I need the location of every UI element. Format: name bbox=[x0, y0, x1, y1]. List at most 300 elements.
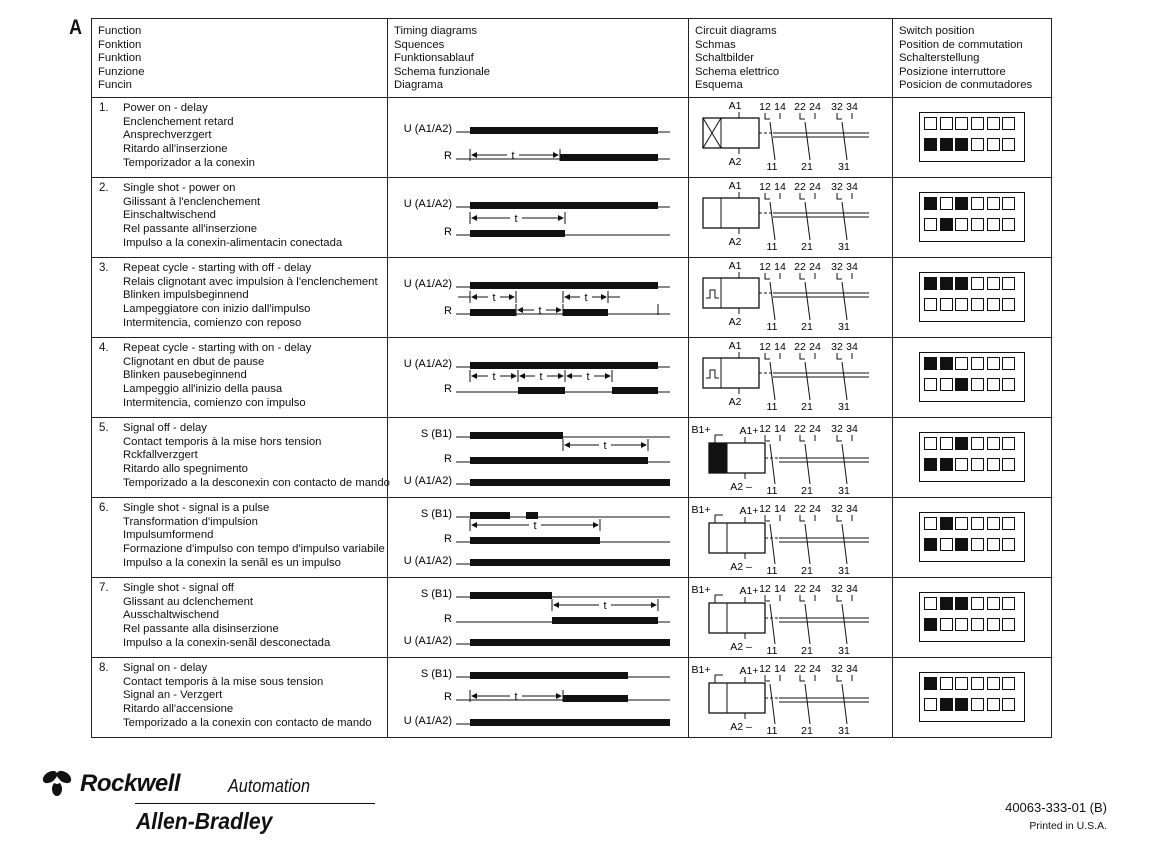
switch-square-empty bbox=[971, 138, 984, 151]
circuit-label-c12: 12 bbox=[759, 503, 771, 515]
function-description-line: Intermitencia, comienzo con impulso bbox=[123, 396, 306, 409]
switch-square-empty bbox=[971, 677, 984, 690]
contact-blade bbox=[770, 524, 775, 564]
contact-nc bbox=[837, 435, 842, 441]
circuit-label-c22: 22 bbox=[794, 341, 806, 353]
circuit-label-c31: 31 bbox=[838, 485, 850, 497]
circuit-label-c32: 32 bbox=[831, 503, 843, 515]
header-function-line: Fonktion bbox=[98, 38, 142, 51]
switch-square-filled bbox=[955, 597, 968, 610]
contact-blade bbox=[842, 684, 847, 724]
function-row bbox=[92, 338, 1052, 418]
circuit-label-c21: 21 bbox=[801, 321, 813, 333]
circuit-label-c24: 24 bbox=[809, 261, 821, 273]
header-function-line: Funzione bbox=[98, 65, 145, 78]
contact-nc bbox=[800, 515, 805, 521]
function-row bbox=[92, 98, 1052, 178]
function-description-line: Impulso a la conexin-senãl desconectada bbox=[123, 636, 331, 649]
circuit-label-c32: 32 bbox=[831, 663, 843, 675]
function-description-line: Intermitencia, comienzo con reposo bbox=[123, 316, 302, 329]
switch-square-empty bbox=[955, 458, 968, 471]
circuit-label-c22: 22 bbox=[794, 101, 806, 113]
circuit-label-c24: 24 bbox=[809, 583, 821, 595]
circuit-label-b1plus: B1+ bbox=[691, 504, 711, 516]
circuit-label-c14: 14 bbox=[774, 583, 786, 595]
circuit-label-c32: 32 bbox=[831, 423, 843, 435]
circuit-label-c11: 11 bbox=[766, 485, 778, 497]
switch-position-grid bbox=[919, 192, 1025, 242]
arrowhead-icon bbox=[605, 373, 611, 379]
header-circuit-line: Schema elettrico bbox=[695, 65, 780, 78]
timing-label: R bbox=[444, 383, 452, 395]
timing-label: U (A1/A2) bbox=[403, 198, 452, 210]
timing-diagram bbox=[388, 578, 688, 657]
function-description-line: Einschaltwischend bbox=[123, 209, 216, 222]
function-description-line: Formazione d'impulso con tempo d'impulso variabile bbox=[123, 543, 385, 556]
function-cell bbox=[92, 338, 388, 418]
function-cell bbox=[92, 498, 388, 578]
switch-square-empty bbox=[987, 117, 1000, 130]
circuit-diagram bbox=[689, 258, 892, 337]
function-table bbox=[91, 18, 1052, 738]
header-function-line: Funktion bbox=[98, 52, 142, 65]
circuit-label-c31: 31 bbox=[838, 565, 850, 577]
function-description-line: Relais clignotant avec impulsion à l'enclenchement bbox=[123, 275, 378, 288]
switch-square-empty bbox=[971, 218, 984, 231]
switch-square-empty bbox=[1002, 517, 1015, 530]
timing-pulse bbox=[560, 154, 658, 161]
circuit-diagram-cell bbox=[689, 338, 893, 418]
contact-blade bbox=[770, 684, 775, 724]
circuit-label-c14: 14 bbox=[774, 503, 786, 515]
timing-t-label: t bbox=[511, 150, 515, 162]
switch-position-cell bbox=[893, 178, 1052, 258]
timing-diagram bbox=[388, 338, 688, 417]
timing-t-label: t bbox=[603, 440, 607, 452]
switch-square-empty bbox=[971, 698, 984, 711]
switch-square-empty bbox=[987, 138, 1000, 151]
function-description-line: Single shot - power on bbox=[123, 182, 236, 194]
circuit-label-c12: 12 bbox=[759, 261, 771, 273]
switch-square-empty bbox=[955, 618, 968, 631]
switch-row bbox=[924, 197, 1021, 214]
timing-pulse bbox=[470, 202, 658, 209]
function-description-line: Single shot - signal off bbox=[123, 582, 234, 594]
circuit-label-c31: 31 bbox=[838, 321, 850, 333]
circuit-label-a2: A2 bbox=[728, 396, 742, 408]
switch-square-empty bbox=[940, 677, 953, 690]
timing-pulse bbox=[470, 537, 600, 544]
header-circuit bbox=[689, 19, 893, 98]
contact-nc bbox=[800, 193, 805, 199]
switch-square-filled bbox=[940, 357, 953, 370]
circuit-label-c12: 12 bbox=[759, 341, 771, 353]
circuit-label-a1: A1 bbox=[728, 260, 742, 272]
timing-t-label: t bbox=[492, 292, 496, 304]
switch-square-empty bbox=[971, 277, 984, 290]
switch-row bbox=[924, 618, 1021, 635]
circuit-label-a2: A2 bbox=[728, 156, 742, 168]
contact-nc bbox=[800, 435, 805, 441]
arrowhead-icon bbox=[564, 294, 570, 300]
contact-blade bbox=[842, 524, 847, 564]
function-description-line: Enclenchement retard bbox=[123, 115, 234, 128]
circuit-label-c31: 31 bbox=[838, 241, 850, 253]
contact-nc bbox=[765, 435, 770, 441]
circuit-label-b1plus: B1+ bbox=[691, 584, 711, 596]
circuit-label-a1plus: A1+ bbox=[739, 505, 759, 517]
circuit-label-c22: 22 bbox=[794, 261, 806, 273]
document-number: 40063-333-01 (B) bbox=[1005, 800, 1107, 815]
circuit-label-a2: A2 bbox=[728, 236, 742, 248]
switch-square-empty bbox=[971, 197, 984, 210]
switch-square-empty bbox=[1002, 357, 1015, 370]
timing-label: S (B1) bbox=[420, 508, 452, 520]
header-circuit-line: Esquema bbox=[695, 79, 743, 92]
contact-nc bbox=[800, 353, 805, 359]
arrowhead-icon bbox=[651, 602, 657, 608]
circuit-diagram-cell bbox=[689, 178, 893, 258]
function-row bbox=[92, 658, 1052, 738]
circuit-diagram bbox=[689, 178, 892, 257]
circuit-diagram-cell bbox=[689, 578, 893, 658]
switch-square-empty bbox=[1002, 138, 1015, 151]
function-description-line: Contact temporis à la mise hors tension bbox=[123, 435, 322, 448]
timing-pulse bbox=[470, 230, 565, 237]
circuit-label-c22: 22 bbox=[794, 663, 806, 675]
timing-t-label: t bbox=[586, 371, 590, 383]
timing-diagram-cell bbox=[388, 418, 689, 498]
function-cell bbox=[92, 418, 388, 498]
function-description-line: Gilissant à l'enclenchement bbox=[123, 195, 261, 208]
switch-row bbox=[924, 357, 1021, 374]
switch-square-empty bbox=[1002, 277, 1015, 290]
contact-nc bbox=[837, 113, 842, 119]
timing-diagram-cell bbox=[388, 258, 689, 338]
switch-square-filled bbox=[940, 277, 953, 290]
relay-coil bbox=[703, 278, 759, 308]
switch-square-empty bbox=[987, 458, 1000, 471]
arrowhead-icon bbox=[558, 373, 564, 379]
circuit-label-c21: 21 bbox=[801, 485, 813, 497]
switch-position-grid bbox=[919, 352, 1025, 402]
arrowhead-icon bbox=[519, 373, 525, 379]
arrowhead-icon bbox=[517, 307, 523, 313]
switch-position-cell bbox=[893, 418, 1052, 498]
circuit-diagram bbox=[689, 578, 892, 657]
switch-square-empty bbox=[940, 378, 953, 391]
switch-row bbox=[924, 437, 1021, 454]
function-description-line: Ritardo all'inserzione bbox=[123, 143, 228, 156]
switch-square-empty bbox=[971, 357, 984, 370]
circuit-label-a2: A2 bbox=[728, 316, 742, 328]
b1-terminal bbox=[715, 595, 723, 603]
switch-square-filled bbox=[940, 218, 953, 231]
circuit-label-c31: 31 bbox=[838, 645, 850, 657]
relay-coil bbox=[709, 523, 765, 553]
switch-position-grid bbox=[919, 112, 1025, 162]
section-letter: A bbox=[69, 16, 83, 39]
timing-t-label: t bbox=[603, 600, 607, 612]
relay-coil bbox=[703, 118, 759, 148]
circuit-label-c34: 34 bbox=[846, 583, 858, 595]
circuit-label-c21: 21 bbox=[801, 241, 813, 253]
switch-square-filled bbox=[924, 538, 937, 551]
arrowhead-icon bbox=[641, 442, 647, 448]
switch-square-empty bbox=[987, 437, 1000, 450]
circuit-label-c12: 12 bbox=[759, 101, 771, 113]
timing-pulse bbox=[470, 127, 658, 134]
function-description-line: Single shot - signal is a pulse bbox=[123, 502, 270, 514]
switch-position-cell bbox=[893, 498, 1052, 578]
switch-square-empty bbox=[924, 298, 937, 311]
switch-row bbox=[924, 538, 1021, 555]
contact-nc bbox=[765, 595, 770, 601]
switch-square-empty bbox=[1002, 117, 1015, 130]
contact-blade bbox=[842, 362, 847, 400]
circuit-label-c34: 34 bbox=[846, 423, 858, 435]
switch-position-cell bbox=[893, 98, 1052, 178]
switch-square-empty bbox=[955, 677, 968, 690]
switch-square-empty bbox=[987, 197, 1000, 210]
timing-diagram-cell bbox=[388, 498, 689, 578]
circuit-label-c32: 32 bbox=[831, 341, 843, 353]
contact-blade bbox=[842, 202, 847, 240]
timing-diagram bbox=[388, 658, 688, 737]
timing-pulse bbox=[470, 457, 648, 464]
arrowhead-icon bbox=[511, 373, 517, 379]
contact-nc bbox=[837, 595, 842, 601]
switch-position-cell bbox=[893, 258, 1052, 338]
switch-square-empty bbox=[971, 298, 984, 311]
contact-blade bbox=[842, 122, 847, 160]
relay-coil bbox=[703, 198, 759, 228]
switch-position-grid bbox=[919, 432, 1025, 482]
function-description-line: Ansprechverzgert bbox=[123, 129, 212, 142]
timing-label: U (A1/A2) bbox=[403, 358, 452, 370]
header-timing-line: Schema funzionale bbox=[394, 65, 491, 78]
timing-label: R bbox=[444, 453, 452, 465]
switch-square-empty bbox=[924, 597, 937, 610]
timing-diagram-cell bbox=[388, 178, 689, 258]
header-function-line: Funcin bbox=[98, 79, 132, 92]
contact-blade bbox=[805, 604, 810, 644]
circuit-label-c31: 31 bbox=[838, 401, 850, 413]
function-description-line: Temporizado a la desconexin con contacto de mando bbox=[123, 476, 390, 489]
function-description-line: Glissant au dclenchement bbox=[123, 595, 253, 608]
function-description-line: Contact temporis à la mise sous tension bbox=[123, 675, 324, 688]
circuit-label-c34: 34 bbox=[846, 261, 858, 273]
timing-label: U (A1/A2) bbox=[403, 278, 452, 290]
function-description-line: Signal off - delay bbox=[123, 422, 207, 434]
circuit-label-c11: 11 bbox=[766, 565, 778, 577]
switch-square-filled bbox=[955, 538, 968, 551]
contact-blade bbox=[805, 202, 810, 240]
timing-t-label: t bbox=[584, 292, 588, 304]
switch-square-empty bbox=[971, 517, 984, 530]
switch-square-empty bbox=[1002, 437, 1015, 450]
circuit-label-c14: 14 bbox=[774, 341, 786, 353]
header-switch-line: Schalterstellung bbox=[899, 52, 980, 65]
timing-pulse bbox=[470, 592, 552, 599]
switch-square-filled bbox=[940, 597, 953, 610]
switch-square-empty bbox=[940, 197, 953, 210]
arrowhead-icon bbox=[564, 442, 570, 448]
function-description-line: Rel passante all'inserzione bbox=[123, 223, 258, 236]
function-description-line: Repeat cycle - starting with on - delay bbox=[123, 342, 312, 354]
switch-row bbox=[924, 218, 1021, 235]
switch-square-empty bbox=[987, 298, 1000, 311]
circuit-label-a1: A1 bbox=[728, 100, 742, 112]
switch-square-empty bbox=[1002, 218, 1015, 231]
switch-square-empty bbox=[987, 597, 1000, 610]
contact-nc bbox=[837, 515, 842, 521]
timing-label: S (B1) bbox=[420, 668, 452, 680]
function-description-line: Ritardo all'accensione bbox=[123, 703, 234, 716]
timing-diagram-cell bbox=[388, 98, 689, 178]
header-circuit-line: Circuit diagrams bbox=[695, 25, 777, 37]
function-cell bbox=[92, 578, 388, 658]
function-number: 1. bbox=[99, 102, 109, 114]
timing-diagram bbox=[388, 178, 688, 257]
timing-label: R bbox=[444, 533, 452, 545]
brand-name: Rockwell bbox=[80, 770, 181, 797]
circuit-label-c24: 24 bbox=[809, 503, 821, 515]
switch-square-filled bbox=[924, 677, 937, 690]
timing-diagram-cell bbox=[388, 658, 689, 738]
header-function bbox=[92, 19, 388, 98]
switch-square-empty bbox=[940, 298, 953, 311]
contact-nc bbox=[765, 193, 770, 199]
arrowhead-icon bbox=[556, 307, 562, 313]
circuit-label-a1plus: A1+ bbox=[739, 425, 759, 437]
switch-square-empty bbox=[1002, 378, 1015, 391]
switch-square-empty bbox=[987, 357, 1000, 370]
switch-row bbox=[924, 677, 1021, 694]
timing-label: U (A1/A2) bbox=[403, 715, 452, 727]
circuit-label-c14: 14 bbox=[774, 181, 786, 193]
contact-blade bbox=[805, 684, 810, 724]
switch-position-cell bbox=[893, 658, 1052, 738]
switch-square-empty bbox=[987, 698, 1000, 711]
function-description-line: Impulso a la conexin-alimentacin conectada bbox=[123, 236, 343, 249]
circuit-label-c24: 24 bbox=[809, 423, 821, 435]
contact-blade bbox=[805, 362, 810, 400]
circuit-label-a2minus: A2 – bbox=[730, 641, 752, 653]
function-number: 3. bbox=[99, 262, 109, 274]
relay-coil bbox=[709, 683, 765, 713]
switch-square-empty bbox=[955, 117, 968, 130]
header-timing-line: Squences bbox=[394, 38, 445, 51]
contact-nc bbox=[800, 113, 805, 119]
arrowhead-icon bbox=[593, 522, 599, 528]
timing-diagram bbox=[388, 258, 688, 337]
timing-label: U (A1/A2) bbox=[403, 475, 452, 487]
switch-square-empty bbox=[971, 597, 984, 610]
timing-diagram bbox=[388, 498, 688, 577]
switch-square-filled bbox=[955, 378, 968, 391]
switch-square-empty bbox=[1002, 677, 1015, 690]
circuit-label-c32: 32 bbox=[831, 181, 843, 193]
circuit-label-c12: 12 bbox=[759, 583, 771, 595]
switch-square-empty bbox=[1002, 618, 1015, 631]
function-number: 4. bbox=[99, 342, 109, 354]
function-description-line: Repeat cycle - starting with off - delay bbox=[123, 262, 312, 274]
switch-square-filled bbox=[955, 138, 968, 151]
contact-blade bbox=[805, 282, 810, 320]
circuit-diagram-cell bbox=[689, 658, 893, 738]
contact-nc bbox=[837, 353, 842, 359]
switch-square-empty bbox=[987, 218, 1000, 231]
arrowhead-icon bbox=[509, 294, 515, 300]
arrowhead-icon bbox=[558, 215, 564, 221]
circuit-label-a2minus: A2 – bbox=[730, 481, 752, 493]
switch-square-filled bbox=[955, 197, 968, 210]
switch-square-empty bbox=[924, 698, 937, 711]
switch-square-empty bbox=[971, 618, 984, 631]
timing-t-label: t bbox=[538, 305, 542, 317]
circuit-label-a1plus: A1+ bbox=[739, 585, 759, 597]
switch-square-empty bbox=[940, 538, 953, 551]
timing-pulse bbox=[470, 432, 563, 439]
switch-square-empty bbox=[971, 117, 984, 130]
switch-row bbox=[924, 517, 1021, 534]
switch-square-empty bbox=[987, 277, 1000, 290]
timing-pulse bbox=[470, 479, 670, 486]
function-number: 8. bbox=[99, 662, 109, 674]
function-number: 6. bbox=[99, 502, 109, 514]
header-switch-line: Switch position bbox=[899, 25, 975, 37]
header-timing-line: Timing diagrams bbox=[394, 25, 478, 37]
contact-nc bbox=[765, 675, 770, 681]
circuit-label-c11: 11 bbox=[766, 241, 778, 253]
timing-label: S (B1) bbox=[420, 428, 452, 440]
switch-square-filled bbox=[924, 277, 937, 290]
timing-t-label: t bbox=[492, 371, 496, 383]
function-cell bbox=[92, 658, 388, 738]
contact-nc bbox=[765, 273, 770, 279]
contact-nc bbox=[837, 273, 842, 279]
circuit-diagram-cell bbox=[689, 418, 893, 498]
function-cell bbox=[92, 98, 388, 178]
circuit-label-c22: 22 bbox=[794, 181, 806, 193]
function-description-line: Lampeggio all'inizio della pausa bbox=[123, 383, 283, 396]
switch-square-empty bbox=[955, 517, 968, 530]
switch-square-filled bbox=[924, 197, 937, 210]
arrowhead-icon bbox=[471, 215, 477, 221]
header-timing-line: Funktionsablauf bbox=[394, 52, 474, 65]
circuit-label-c24: 24 bbox=[809, 101, 821, 113]
circuit-label-c24: 24 bbox=[809, 341, 821, 353]
function-number: 5. bbox=[99, 422, 109, 434]
timing-diagram bbox=[388, 98, 688, 177]
function-description-line: Signal an - Verzgert bbox=[123, 689, 223, 702]
circuit-label-c11: 11 bbox=[766, 321, 778, 333]
contact-blade bbox=[770, 282, 775, 320]
circuit-label-a2minus: A2 – bbox=[730, 721, 752, 733]
function-description-line: Power on - delay bbox=[123, 102, 208, 114]
contact-blade bbox=[770, 362, 775, 400]
switch-square-empty bbox=[924, 437, 937, 450]
circuit-label-c32: 32 bbox=[831, 261, 843, 273]
arrowhead-icon bbox=[553, 152, 559, 158]
contact-nc bbox=[837, 193, 842, 199]
timing-pulse bbox=[518, 387, 565, 394]
switch-row bbox=[924, 597, 1021, 614]
arrowhead-icon bbox=[556, 693, 562, 699]
arrowhead-icon bbox=[566, 373, 572, 379]
circuit-label-c34: 34 bbox=[846, 341, 858, 353]
